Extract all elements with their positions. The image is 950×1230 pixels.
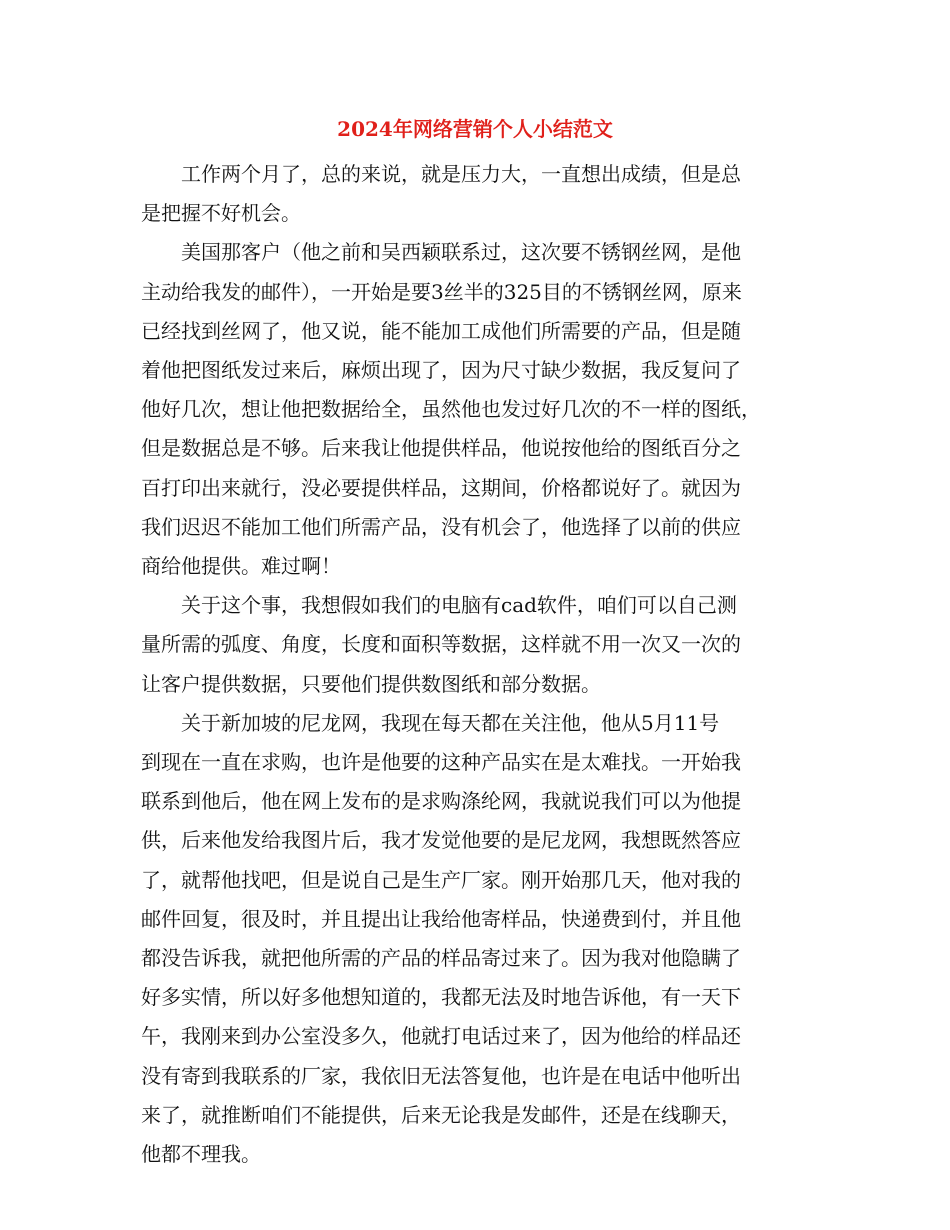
page-title: 2024年网络营销个人小结范文: [337, 117, 613, 141]
paragraph-line: 好多实情，所以好多他想知道的，我都无法及时地告诉他，有一天下: [141, 985, 741, 1010]
paragraph-line: 但是数据总是不够。后来我让他提供样品，他说按他给的图纸百分之: [141, 436, 741, 461]
paragraph-line: 关于新加坡的尼龙网，我现在每天都在关注他，他从5月11号: [181, 710, 720, 735]
paragraph-line: 邮件回复，很及时，并且提出让我给他寄样品，快递费到付，并且他: [141, 906, 741, 931]
paragraph-line: 他都不理我。: [141, 1142, 261, 1167]
paragraph-line: 关于这个事，我想假如我们的电脑有cad软件，咱们可以自己测: [181, 593, 737, 618]
paragraph: [141, 704, 811, 1174]
paragraph-line: 没有寄到我联系的厂家，我依旧无法答复他，也许是在电话中他听出: [141, 1063, 741, 1088]
paragraph-line: 他好几次，想让他把数据给全，虽然他也发过好几次的不一样的图纸，: [141, 397, 761, 422]
document-body: [141, 155, 811, 1174]
paragraph-line: 已经找到丝网了，他又说，能不能加工成他们所需要的产品，但是随: [141, 318, 741, 343]
paragraph: [141, 155, 811, 233]
paragraph-line: 了，就帮他找吧，但是说自己是生产厂家。刚开始那几天，他对我的: [141, 867, 741, 892]
paragraph-line: 午，我刚来到办公室没多久，他就打电话过来了，因为他给的样品还: [141, 1024, 741, 1049]
paragraph-line: 让客户提供数据，只要他们提供数图纸和部分数据。: [141, 671, 601, 696]
paragraph-line: 供，后来他发给我图片后，我才发觉他要的是尼龙网，我想既然答应: [141, 828, 741, 853]
paragraph: [141, 233, 811, 586]
paragraph-line: 是把握不好机会。: [141, 201, 301, 226]
paragraph-line: 主动给我发的邮件），一开始是要3丝半的325目的不锈钢丝网，原来: [141, 279, 742, 304]
paragraph-line: 商给他提供。难过啊！: [141, 554, 341, 579]
paragraph-line: 百打印出来就行，没必要提供样品，这期间，价格都说好了。就因为: [141, 475, 741, 500]
paragraph-line: 到现在一直在求购，也许是他要的这种产品实在是太难找。一开始我: [141, 750, 741, 775]
paragraph: [141, 586, 811, 704]
paragraph-line: 来了，就推断咱们不能提供，后来无论我是发邮件，还是在线聊天，: [141, 1102, 741, 1127]
paragraph-line: 工作两个月了，总的来说，就是压力大，一直想出成绩，但是总: [181, 162, 741, 186]
paragraph-line: 都没告诉我，就把他所需的产品的样品寄过来了。因为我对他隐瞒了: [141, 946, 741, 971]
paragraph-line: 我们迟迟不能加工他们所需产品，没有机会了，他选择了以前的供应: [141, 514, 741, 539]
paragraph-line: 美国那客户（他之前和吴西颖联系过，这次要不锈钢丝网，是他: [181, 240, 741, 265]
paragraph-line: 联系到他后，他在网上发布的是求购涤纶网，我就说我们可以为他提: [141, 789, 741, 814]
paragraph-line: 着他把图纸发过来后，麻烦出现了，因为尺寸缺少数据，我反复问了: [141, 358, 741, 383]
paragraph-line: 量所需的弧度、角度，长度和面积等数据，这样就不用一次又一次的: [141, 632, 741, 657]
